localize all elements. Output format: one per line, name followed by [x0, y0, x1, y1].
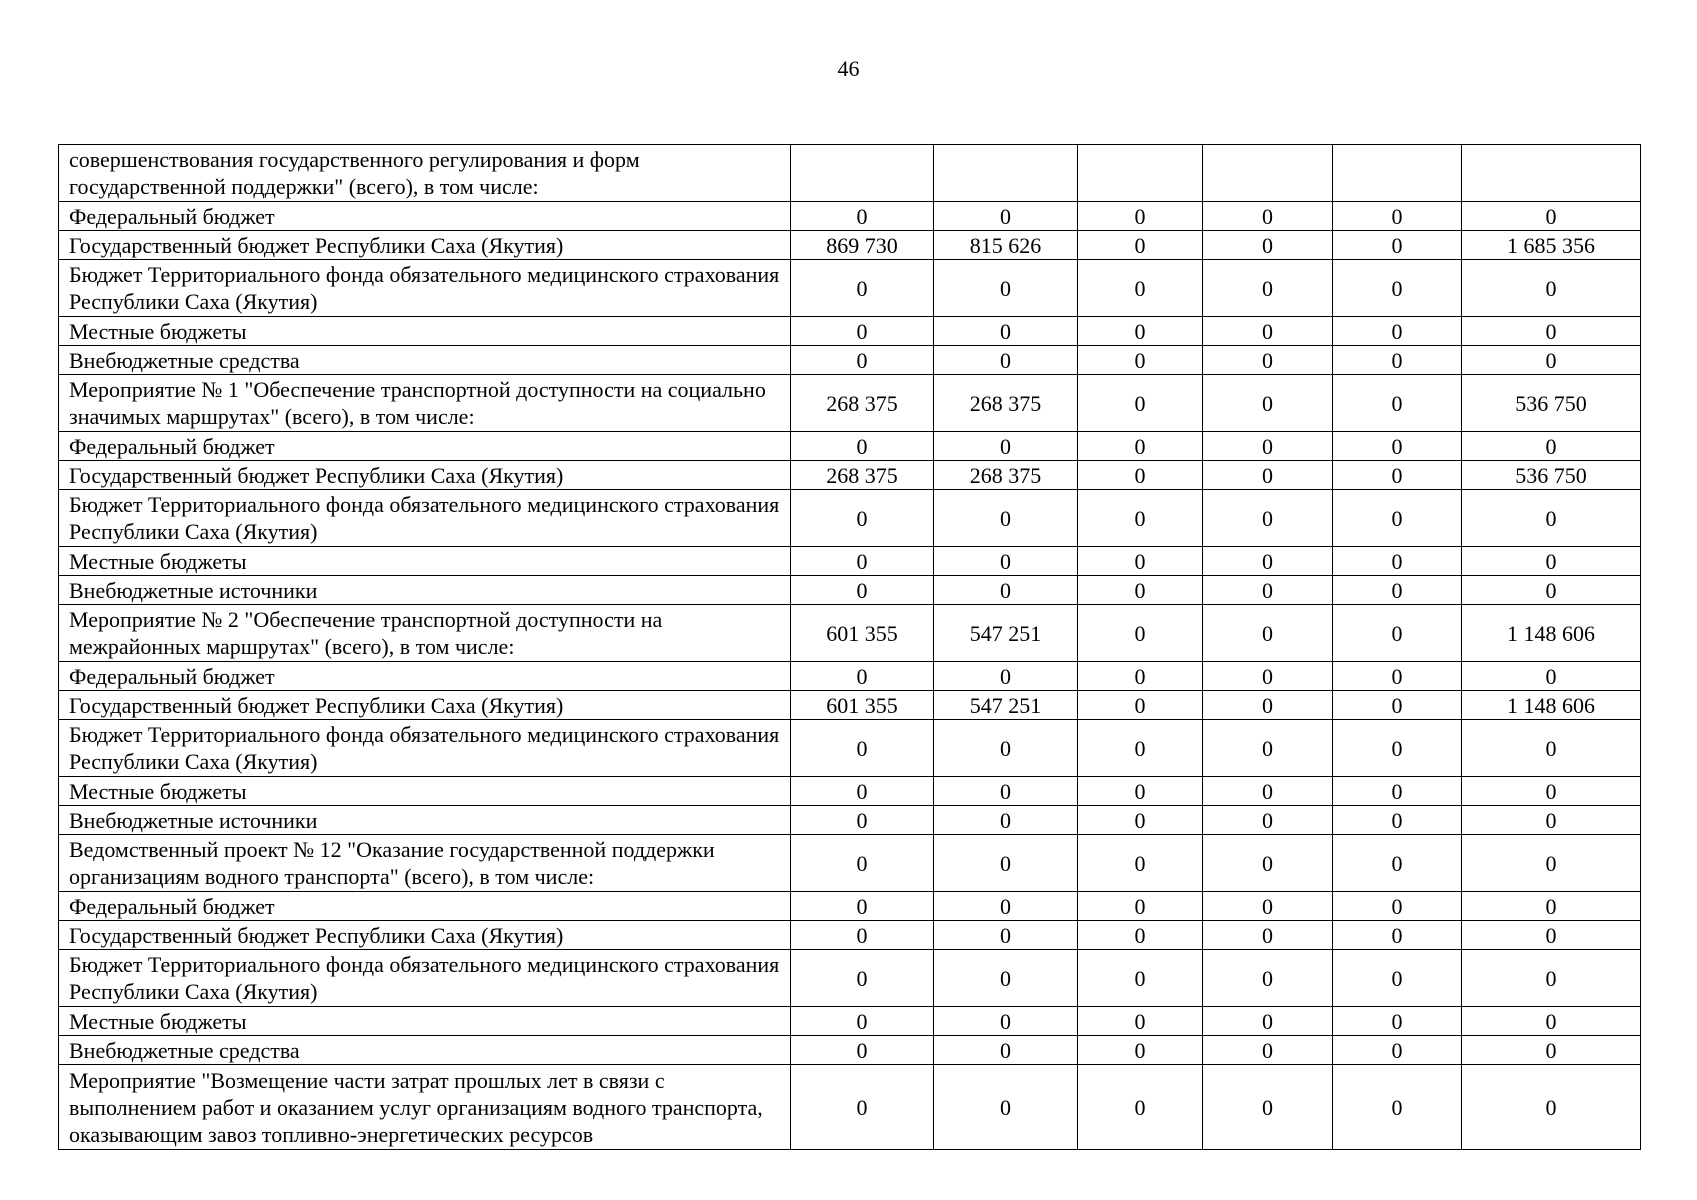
value-cell: 0: [1078, 547, 1203, 576]
value-cell: 0: [1203, 777, 1333, 806]
value-cell: 268 375: [791, 375, 934, 432]
value-cell: 0: [1333, 806, 1462, 835]
value-cell: 547 251: [934, 605, 1078, 662]
table-row: [59, 1007, 1641, 1036]
value-cell: 0: [1333, 950, 1462, 1007]
value-cell: 0: [934, 1065, 1078, 1150]
value-cell: 0: [1333, 662, 1462, 691]
row-label: Внебюджетные средства: [59, 1036, 791, 1065]
table-row: [59, 145, 1641, 202]
value-cell: 0: [1462, 260, 1641, 317]
value-cell: 0: [1333, 691, 1462, 720]
row-label: Местные бюджеты: [59, 317, 791, 346]
value-cell: [1203, 145, 1333, 202]
value-cell: 0: [1203, 346, 1333, 375]
value-cell: [1078, 145, 1203, 202]
value-cell: 0: [1203, 1065, 1333, 1150]
value-cell: 0: [1462, 1065, 1641, 1150]
value-cell: 0: [934, 892, 1078, 921]
value-cell: 0: [1203, 662, 1333, 691]
value-cell: 0: [1462, 662, 1641, 691]
value-cell: 0: [1203, 835, 1333, 892]
value-cell: 0: [1203, 892, 1333, 921]
row-label: Государственный бюджет Республики Саха (Якутия): [59, 691, 791, 720]
value-cell: 0: [934, 432, 1078, 461]
table-row: [59, 490, 1641, 547]
value-cell: 0: [934, 777, 1078, 806]
value-cell: 0: [1078, 662, 1203, 691]
value-cell: 0: [1203, 231, 1333, 260]
table-row: [59, 547, 1641, 576]
value-cell: 0: [1078, 202, 1203, 231]
value-cell: 0: [1078, 432, 1203, 461]
value-cell: 0: [1462, 1007, 1641, 1036]
value-cell: 0: [1078, 835, 1203, 892]
value-cell: 0: [1078, 605, 1203, 662]
value-cell: 536 750: [1462, 461, 1641, 490]
value-cell: 0: [791, 260, 934, 317]
value-cell: 0: [1078, 1007, 1203, 1036]
table-row: [59, 317, 1641, 346]
table-row: [59, 605, 1641, 662]
row-label: Государственный бюджет Республики Саха (Якутия): [59, 921, 791, 950]
table-row: [59, 777, 1641, 806]
table-row: [59, 806, 1641, 835]
value-cell: [1462, 145, 1641, 202]
value-cell: 0: [1078, 1036, 1203, 1065]
row-label: Внебюджетные источники: [59, 576, 791, 605]
value-cell: 0: [934, 346, 1078, 375]
value-cell: 0: [1462, 777, 1641, 806]
value-cell: 0: [1203, 1036, 1333, 1065]
value-cell: 0: [1078, 231, 1203, 260]
table-row: [59, 950, 1641, 1007]
value-cell: 0: [791, 346, 934, 375]
value-cell: 0: [934, 806, 1078, 835]
value-cell: 0: [1333, 892, 1462, 921]
value-cell: 0: [1333, 260, 1462, 317]
value-cell: 0: [1203, 432, 1333, 461]
row-label: Мероприятие № 2 "Обеспечение транспортной доступности на межрайонных маршрутах" (всего), в том числе:: [59, 605, 791, 662]
row-label: совершенствования государственного регулирования и форм государственной поддержки" (всего), в том числе:: [59, 145, 791, 202]
row-label: Местные бюджеты: [59, 777, 791, 806]
value-cell: 547 251: [934, 691, 1078, 720]
value-cell: 0: [1203, 691, 1333, 720]
value-cell: 0: [1203, 317, 1333, 346]
value-cell: 0: [1203, 720, 1333, 777]
value-cell: 0: [1203, 461, 1333, 490]
row-label: Федеральный бюджет: [59, 202, 791, 231]
row-label: Внебюджетные источники: [59, 806, 791, 835]
value-cell: 0: [1333, 777, 1462, 806]
value-cell: 0: [1462, 202, 1641, 231]
value-cell: 0: [791, 950, 934, 1007]
value-cell: 0: [1078, 260, 1203, 317]
value-cell: 0: [1078, 490, 1203, 547]
value-cell: 0: [1203, 260, 1333, 317]
table-row: [59, 921, 1641, 950]
value-cell: 0: [1333, 1007, 1462, 1036]
value-cell: 0: [1462, 720, 1641, 777]
value-cell: 0: [791, 432, 934, 461]
value-cell: 0: [1078, 317, 1203, 346]
value-cell: 536 750: [1462, 375, 1641, 432]
value-cell: 0: [1462, 892, 1641, 921]
table-row: [59, 720, 1641, 777]
value-cell: 0: [791, 202, 934, 231]
value-cell: 0: [1078, 576, 1203, 605]
row-label: Бюджет Территориального фонда обязательного медицинского страхования Республики Саха (Якутия): [59, 490, 791, 547]
value-cell: 0: [1462, 835, 1641, 892]
value-cell: 0: [1462, 1036, 1641, 1065]
value-cell: 1 148 606: [1462, 605, 1641, 662]
row-label: Федеральный бюджет: [59, 662, 791, 691]
value-cell: 0: [1203, 950, 1333, 1007]
table-row: [59, 461, 1641, 490]
value-cell: 815 626: [934, 231, 1078, 260]
value-cell: 0: [1462, 547, 1641, 576]
page-number: 46: [837, 56, 860, 81]
table-row: [59, 576, 1641, 605]
value-cell: 0: [791, 835, 934, 892]
value-cell: 0: [1203, 1007, 1333, 1036]
value-cell: 0: [791, 1065, 934, 1150]
value-cell: 0: [1462, 921, 1641, 950]
table-row: [59, 202, 1641, 231]
row-label: Внебюджетные средства: [59, 346, 791, 375]
value-cell: 0: [1078, 921, 1203, 950]
value-cell: 0: [791, 490, 934, 547]
value-cell: 0: [791, 892, 934, 921]
value-cell: 0: [1333, 547, 1462, 576]
value-cell: [791, 145, 934, 202]
table-body: [59, 145, 1641, 1150]
budget-table: [58, 144, 1641, 1150]
table-row: [59, 835, 1641, 892]
table-row: [59, 662, 1641, 691]
value-cell: 0: [1078, 346, 1203, 375]
value-cell: 0: [791, 806, 934, 835]
value-cell: 0: [934, 260, 1078, 317]
table-row: [59, 1065, 1641, 1150]
value-cell: 0: [791, 576, 934, 605]
value-cell: 0: [1078, 720, 1203, 777]
value-cell: 0: [1078, 461, 1203, 490]
value-cell: 0: [1333, 1036, 1462, 1065]
value-cell: 0: [1333, 605, 1462, 662]
value-cell: 0: [1333, 490, 1462, 547]
value-cell: 268 375: [934, 461, 1078, 490]
value-cell: 0: [934, 1007, 1078, 1036]
value-cell: 0: [1078, 691, 1203, 720]
value-cell: 601 355: [791, 691, 934, 720]
table-row: [59, 1036, 1641, 1065]
table-row: [59, 260, 1641, 317]
value-cell: 0: [1333, 576, 1462, 605]
value-cell: 0: [1078, 950, 1203, 1007]
value-cell: 0: [934, 576, 1078, 605]
row-label: Мероприятие № 1 "Обеспечение транспортной доступности на социально значимых маршрутах" (всего), в том числе:: [59, 375, 791, 432]
table-row: [59, 892, 1641, 921]
value-cell: 0: [791, 547, 934, 576]
value-cell: 0: [1333, 375, 1462, 432]
value-cell: 0: [791, 921, 934, 950]
value-cell: 0: [1078, 892, 1203, 921]
value-cell: 0: [1203, 605, 1333, 662]
value-cell: 1 685 356: [1462, 231, 1641, 260]
value-cell: 1 148 606: [1462, 691, 1641, 720]
value-cell: 0: [1078, 777, 1203, 806]
row-label: Бюджет Территориального фонда обязательного медицинского страхования Республики Саха (Якутия): [59, 260, 791, 317]
value-cell: 0: [1462, 346, 1641, 375]
value-cell: 0: [934, 720, 1078, 777]
value-cell: 0: [1078, 1065, 1203, 1150]
row-label: Государственный бюджет Республики Саха (Якутия): [59, 461, 791, 490]
value-cell: 0: [1203, 576, 1333, 605]
value-cell: 0: [934, 835, 1078, 892]
value-cell: 0: [1078, 806, 1203, 835]
row-label: Бюджет Территориального фонда обязательного медицинского страхования Республики Саха (Якутия): [59, 950, 791, 1007]
value-cell: 0: [934, 1036, 1078, 1065]
value-cell: 0: [1203, 490, 1333, 547]
value-cell: 0: [934, 317, 1078, 346]
row-label: Федеральный бюджет: [59, 892, 791, 921]
row-label: Бюджет Территориального фонда обязательного медицинского страхования Республики Саха (Якутия): [59, 720, 791, 777]
value-cell: 601 355: [791, 605, 934, 662]
value-cell: 0: [1333, 461, 1462, 490]
value-cell: 0: [791, 1007, 934, 1036]
row-label: Местные бюджеты: [59, 1007, 791, 1036]
value-cell: 0: [1333, 231, 1462, 260]
value-cell: 0: [1462, 317, 1641, 346]
value-cell: 0: [791, 662, 934, 691]
value-cell: 0: [934, 202, 1078, 231]
value-cell: 268 375: [791, 461, 934, 490]
value-cell: 0: [1462, 490, 1641, 547]
value-cell: 0: [1203, 202, 1333, 231]
value-cell: 0: [791, 1036, 934, 1065]
value-cell: 0: [1203, 547, 1333, 576]
value-cell: 0: [934, 490, 1078, 547]
value-cell: 0: [1462, 576, 1641, 605]
value-cell: 0: [1333, 720, 1462, 777]
value-cell: 0: [1203, 375, 1333, 432]
value-cell: 869 730: [791, 231, 934, 260]
value-cell: 0: [934, 547, 1078, 576]
value-cell: 0: [1333, 202, 1462, 231]
value-cell: 268 375: [934, 375, 1078, 432]
value-cell: [1333, 145, 1462, 202]
value-cell: 0: [934, 950, 1078, 1007]
table-row: [59, 375, 1641, 432]
value-cell: 0: [1078, 375, 1203, 432]
value-cell: 0: [1333, 1065, 1462, 1150]
value-cell: 0: [1333, 835, 1462, 892]
value-cell: [934, 145, 1078, 202]
value-cell: 0: [791, 317, 934, 346]
row-label: Мероприятие "Возмещение части затрат прошлых лет в связи с выполнением работ и оказанием услуг организациям водного транспорта, оказывающим завоз топливно-энергетических ресурсов: [59, 1065, 791, 1150]
value-cell: 0: [1462, 950, 1641, 1007]
table-row: [59, 432, 1641, 461]
table-row: [59, 346, 1641, 375]
value-cell: 0: [1203, 806, 1333, 835]
value-cell: 0: [791, 777, 934, 806]
table-row: [59, 231, 1641, 260]
value-cell: 0: [1333, 432, 1462, 461]
value-cell: 0: [791, 720, 934, 777]
row-label: Местные бюджеты: [59, 547, 791, 576]
value-cell: 0: [934, 921, 1078, 950]
row-label: Государственный бюджет Республики Саха (Якутия): [59, 231, 791, 260]
table-row: [59, 691, 1641, 720]
value-cell: 0: [1462, 432, 1641, 461]
value-cell: 0: [1333, 317, 1462, 346]
value-cell: 0: [934, 662, 1078, 691]
value-cell: 0: [1333, 346, 1462, 375]
row-label: Ведомственный проект № 12 "Оказание государственной поддержки организациям водного транспорта" (всего), в том числе:: [59, 835, 791, 892]
value-cell: 0: [1333, 921, 1462, 950]
value-cell: 0: [1462, 806, 1641, 835]
row-label: Федеральный бюджет: [59, 432, 791, 461]
value-cell: 0: [1203, 921, 1333, 950]
